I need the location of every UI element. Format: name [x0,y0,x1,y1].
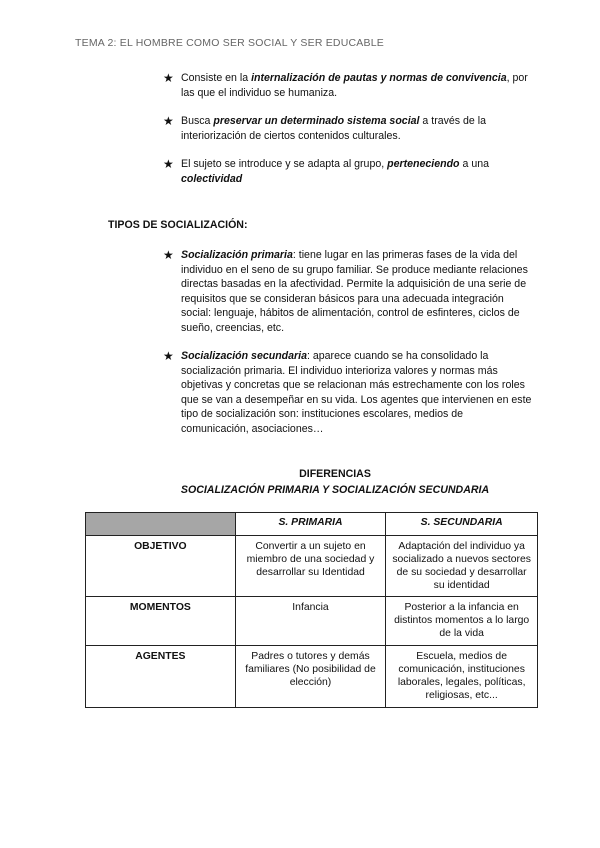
star-icon: ★ [163,71,174,85]
star-icon: ★ [163,248,174,262]
table-header-primaria: S. PRIMARIA [235,513,386,536]
list-item [163,248,533,335]
row-label: OBJETIVO [86,536,236,597]
cell-secundaria: Adaptación del individuo ya socializado a nuevos sectores de su sociedad y desarrollar su identidad [386,536,538,597]
row-label: MOMENTOS [86,597,236,646]
star-icon: ★ [163,349,174,363]
cell-secundaria: Escuela, medios de comunicación, instituciones laborales, legales, políticas, religiosas, etc... [386,646,538,708]
list-item [163,349,533,436]
table-row [86,536,538,597]
list-item-text: Socialización secundaria: aparece cuando se ha consolidado la socialización primaria. El individuo interioriza valores y normas más objetivas y concretas que se relacionan más estrechamente con los roles que se van a desempeñar en su vida. Los agentes que intervienen en este tipo de socialización son: instituciones escolares, medios de comunicación, asociaciones… [181,350,532,435]
differences-subtitle: SOCIALIZACIÓN PRIMARIA Y SOCIALIZACIÓN SECUNDARIA [180,484,490,496]
list-item [163,114,533,143]
cell-primaria: Convertir a un sujeto en miembro de una sociedad y desarrollar su Identidad [235,536,386,597]
star-icon: ★ [163,114,174,128]
list-item-text: Consiste en la internalización de pautas y normas de convivencia, por las que el individuo se humaniza. [181,72,528,99]
list-item-text: Socialización primaria: tiene lugar en las primeras fases de la vida del individuo en el seno de su grupo familiar. Se produce mediante relaciones directas basadas en la afectividad. Permite la adquisición de una serie de requisitos que se consideran básicos para una adecuada integración social: lenguaje, hábitos de alimentación, control de esfinteres, ciclos de sueño, creencias, etc. [181,249,528,334]
page-header: TEMA 2: EL HOMBRE COMO SER SOCIAL Y SER EDUCABLE [75,37,384,49]
definition-list [163,71,533,200]
list-item-text: Busca preservar un determinado sistema social a través de la interiorización de ciertos contenidos culturales. [181,115,487,142]
differences-table [85,512,538,708]
table-header-secundaria: S. SECUNDARIA [386,513,538,536]
cell-primaria: Infancia [235,597,386,646]
differences-title: DIFERENCIAS [299,468,371,480]
table-header-row [86,513,538,536]
cell-primaria: Padres o tutores y demás familiares (No posibilidad de elección) [235,646,386,708]
star-icon: ★ [163,157,174,171]
cell-secundaria: Posterior a la infancia en distintos momentos a lo largo de la vida [386,597,538,646]
table-header-empty [86,513,236,536]
list-item-text: El sujeto se introduce y se adapta al grupo, perteneciendo a una colectividad [181,158,490,185]
row-label: AGENTES [86,646,236,708]
section-title: TIPOS DE SOCIALIZACIÓN: [108,219,248,231]
table-row [86,646,538,708]
socialization-types-list [163,248,533,450]
table-row [86,597,538,646]
list-item [163,157,533,186]
list-item [163,71,533,100]
